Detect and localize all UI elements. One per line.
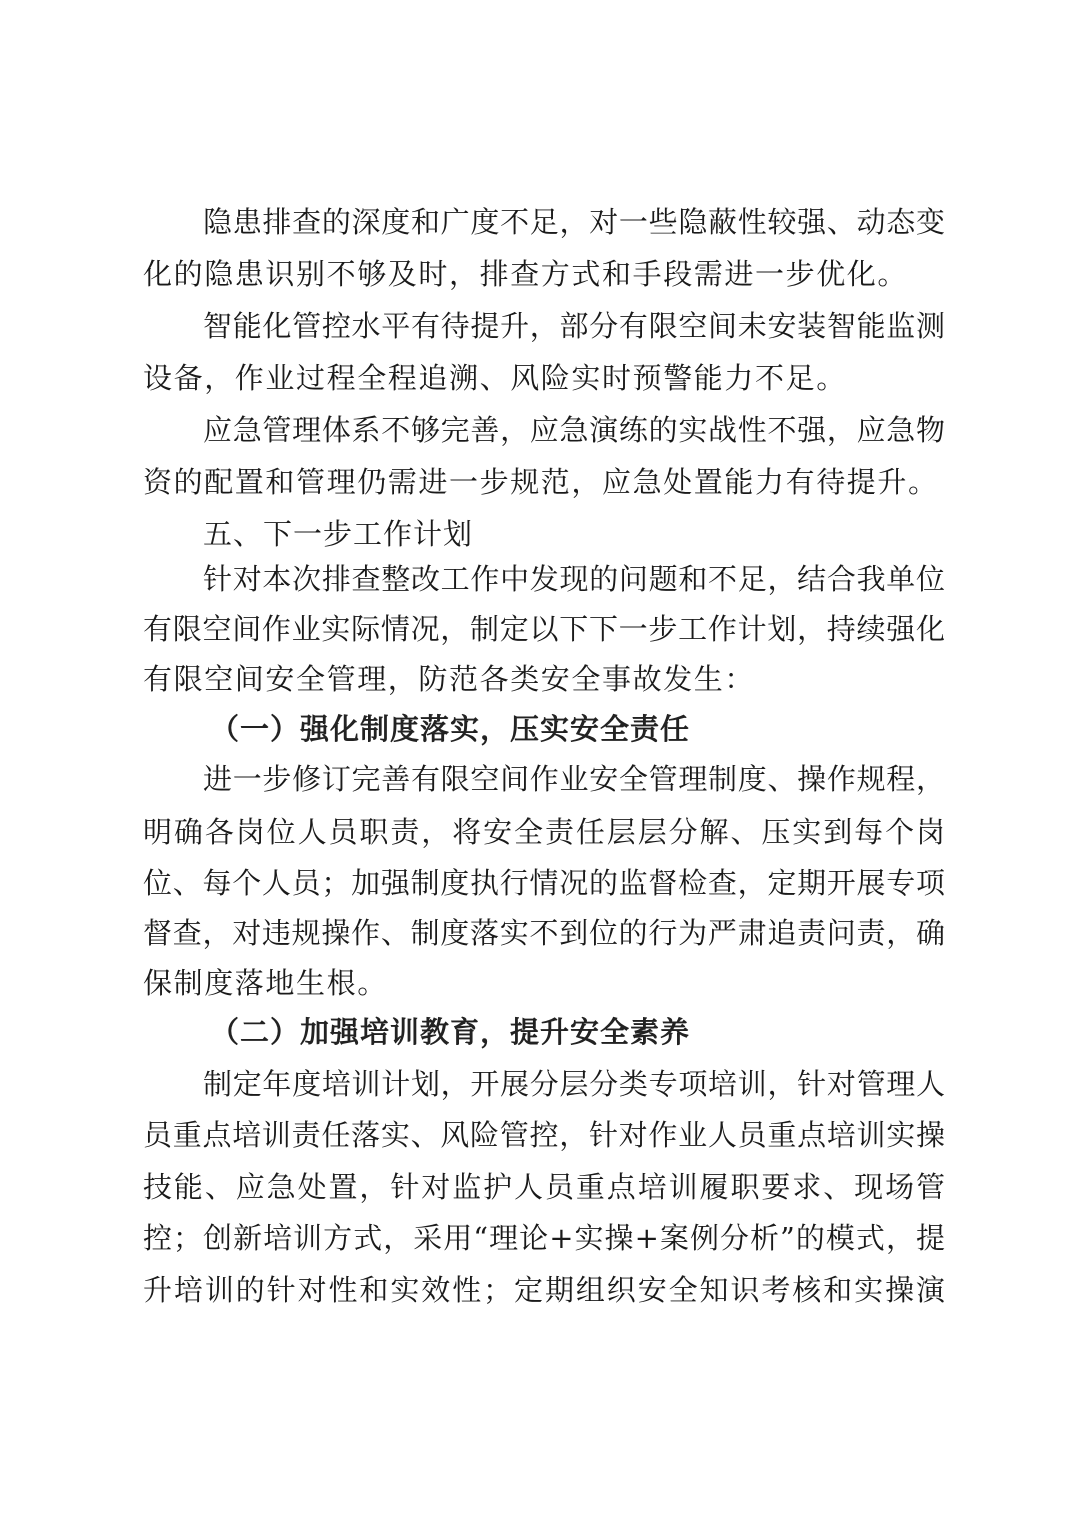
subsection-2-heading: （二）加强培训教育，提升安全素养 [210,1015,691,1049]
paragraph-4-line-3: 有限空间安全管理，防范各类安全事故发生： [143,662,756,696]
paragraph-6-line-3: 技能、应急处置，针对监护人员重点培训履职要求、现场管 [143,1170,945,1204]
paragraph-2-line-1: 智能化管控水平有待提升，部分有限空间未安装智能监测 [203,309,945,343]
paragraph-5-line-1: 进一步修订完善有限空间作业安全管理制度、操作规程， [203,762,945,796]
paragraph-6-line-5: 升培训的针对性和实效性；定期组织安全知识考核和实操演 [143,1273,945,1307]
paragraph-5-line-2: 明确各岗位人员职责，将安全责任层层分解、压实到每个岗 [143,815,945,849]
paragraph-6-line-1: 制定年度培训计划，开展分层分类专项培训，针对管理人 [203,1067,945,1101]
paragraph-4-line-1: 针对本次排查整改工作中发现的问题和不足，结合我单位 [203,562,945,596]
paragraph-6-line-4: 控；创新培训方式，采用“理论+实操+案例分析”的模式，提 [143,1221,945,1255]
paragraph-2-line-2: 设备，作业过程全程追溯、风险实时预警能力不足。 [143,361,847,395]
subsection-1-heading: （一）强化制度落实，压实安全责任 [210,712,691,746]
section-5-heading: 五、下一步工作计划 [203,517,474,551]
paragraph-6-line-2: 员重点培训责任落实、风险管控，针对作业人员重点培训实操 [143,1118,945,1152]
paragraph-5-line-4: 督查，对违规操作、制度落实不到位的行为严肃追责问责，确 [143,916,945,950]
paragraph-4-line-2: 有限空间作业实际情况，制定以下下一步工作计划，持续强化 [143,612,945,646]
paragraph-3-line-2: 资的配置和管理仍需进一步规范，应急处置能力有待提升。 [143,465,939,499]
paragraph-1-line-2: 化的隐患识别不够及时，排查方式和手段需进一步优化。 [143,257,909,291]
paragraph-3-line-1: 应急管理体系不够完善，应急演练的实战性不强，应急物 [203,413,945,447]
paragraph-5-line-3: 位、每个人员；加强制度执行情况的监督检查，定期开展专项 [143,866,945,900]
paragraph-5-line-5: 保制度落地生根。 [143,966,388,1000]
paragraph-1-line-1: 隐患排查的深度和广度不足，对一些隐蔽性较强、动态变 [203,205,945,239]
